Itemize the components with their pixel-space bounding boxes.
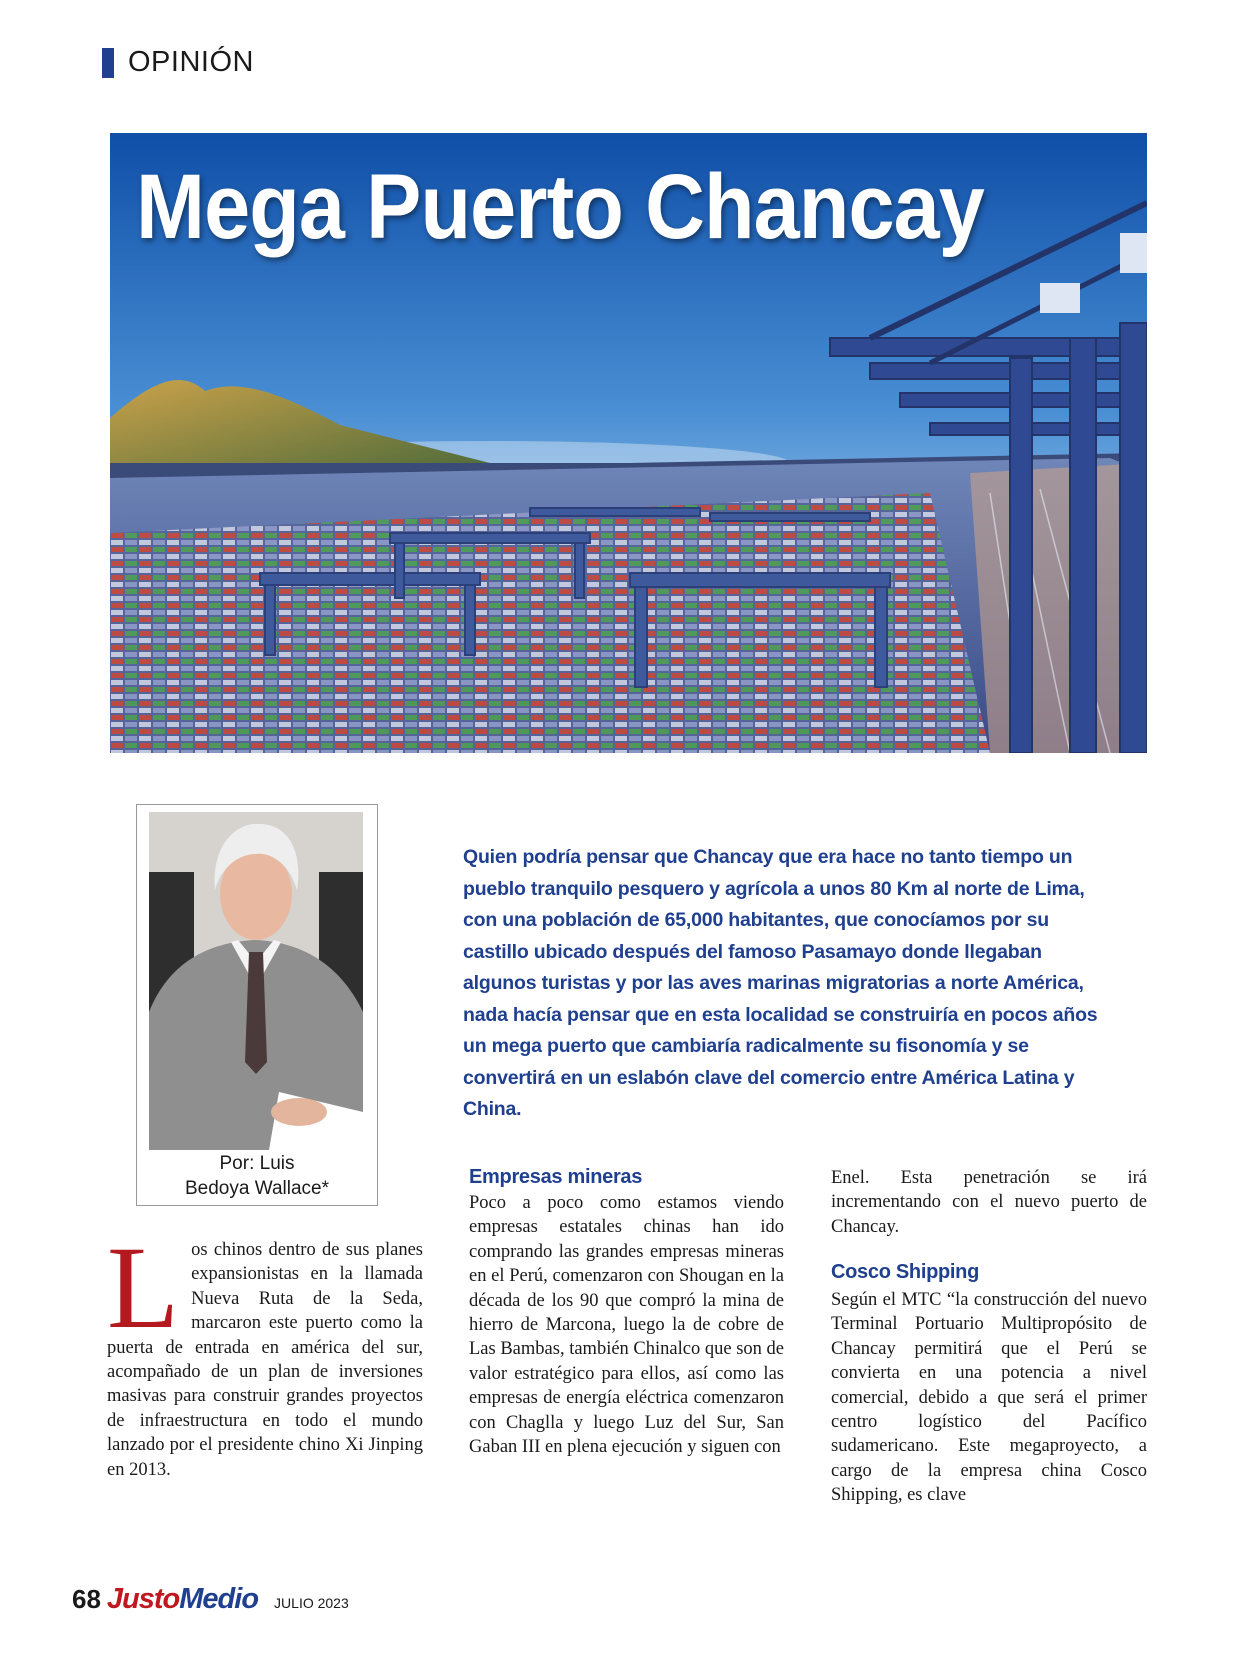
magazine-logo-part-2: Medio — [179, 1583, 259, 1615]
column-3-top — [831, 1166, 1147, 1239]
column-3 — [831, 1288, 1147, 1508]
column-2-text: Poco a poco como estamos viendo empresas estatales chinas han ido comprando las grandes empresas mineras en el Perú, comenzaron con Shougan en la década de los 90 que compró la mina de hierro de Marcona, luego la de cobre de Las Bambas, también Chinalco que son de valor estratégico para ellos, así como las empresas de energía eléctrica comenzaron con Chaglla y luego Luz del Sur, San Gaban III en plena ejecución y siguen con — [469, 1193, 784, 1458]
drop-cap: L — [107, 1222, 180, 1353]
section-marker — [102, 48, 114, 78]
section-label: OPINIÓN — [128, 46, 254, 78]
column-1-text: os chinos dentro de sus planes expansionistas en la llamada Nueva Ruta de la Seda, marcaron este puerto como la puerta de entrada en américa del sur, acompañado de un plan de inversiones masivas para construir grandes proyectos de infraestructura en todo el mundo lanzado por el presidente chino Xi Jinping en 2013. — [107, 1240, 423, 1480]
page-number: 68 — [72, 1584, 101, 1614]
lead-paragraph: Quien podría pensar que Chancay que era hace no tanto tiempo un pueblo tranquilo pesquero y agrícola a unos 80 Km al norte de Lima, con una población de 65,000 habitantes, que conocíamos por su castillo ubicado después del famoso Pasamayo donde llegaban algunos turistas y por las aves marinas migratorias a norte América, nada hacía pensar que en esta localidad se construiría en pocos años un mega puerto que cambiaría radicalmente su fisonomía y se convertirá en un eslabón clave del comercio entre América Latina y China. — [463, 846, 1098, 1120]
column-1 — [107, 1222, 423, 1482]
author-portrait — [149, 812, 363, 1150]
hero-image — [110, 133, 1147, 753]
column-2 — [469, 1191, 784, 1459]
section-header — [102, 46, 254, 79]
author-caption-line-2: Bedoya Wallace* — [185, 1178, 329, 1199]
author-caption — [137, 1151, 377, 1201]
page-footer — [72, 1583, 349, 1616]
subheading-empresas-mineras: Empresas mineras — [469, 1166, 643, 1188]
magazine-logo-part-1: Justo — [106, 1583, 180, 1615]
author-caption-line-1: Por: Luis — [219, 1153, 295, 1174]
column-3-text: Según el MTC “la construcción del nuevo Terminal Portuario Multipropósito de Chancay permitirá que el Perú se convierta en una potencia a nivel comercial, debido a que será el primer centro logístico del Pacífico sudamericano. Este megaproyecto, a cargo de la empresa china Cosco Shipping, es clave — [831, 1290, 1147, 1506]
article-title: Mega Puerto Chancay — [136, 156, 984, 258]
subheading-cosco-shipping: Cosco Shipping — [831, 1261, 980, 1283]
column-3-top-text: Enel. Esta penetración se irá incrementando con el nuevo puerto de Chancay. — [831, 1168, 1147, 1237]
author-photo — [149, 812, 363, 1150]
issue-date: JULIO 2023 — [274, 1595, 349, 1611]
author-box — [136, 804, 378, 1206]
